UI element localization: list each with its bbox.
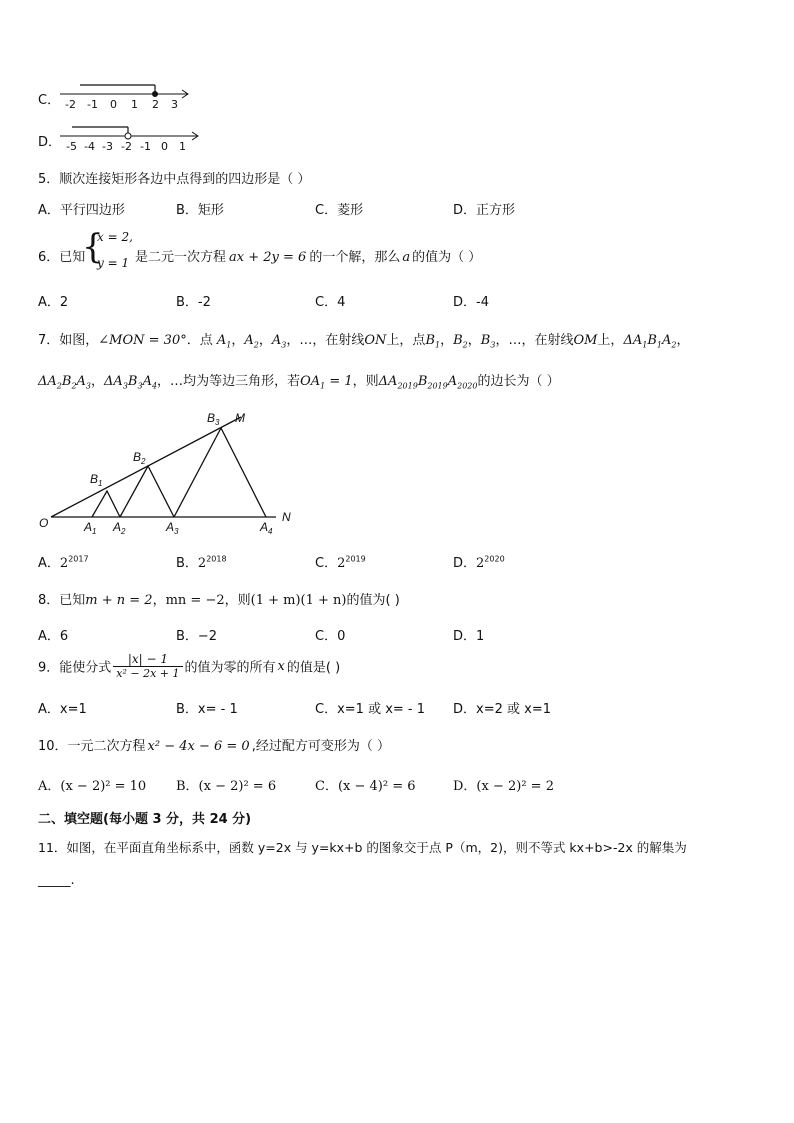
q8-stem: 8．已知m + n = 2，mn = −2，则(1 + m)(1 + n)的值为( ) [38,593,400,608]
q7-stem-line-1: 7．如图，∠MON = 30°．点 $A_1$，$A_2$，$A_3$，…，在射线ON上，点$B_1$，$B_2$，$B_3$，…，在射线OM上，$\Delta A_1B_1A_2$， [38,333,690,350]
svg-text:B1: $B_1$ [90,472,103,488]
tick-label: 0 [110,98,117,111]
svg-text:O: O [39,516,49,530]
q7-stem-line-2: $\Delta A_2B_2A_3$，$\Delta A_3B_3A_4$，…均为等边三角形，若$OA_1 = 1$，则$\Delta A_{2019}B_{2019}A_{2020}$的边长为（ ） [38,374,560,391]
svg-text:-3: -3 [102,140,113,153]
q5-option-a: A．平行四边形 [38,203,125,218]
q6-option-d: D．-4 [453,295,489,310]
q6-system-line-1: x = 2, [97,230,133,244]
svg-text:B2: $B_2$ [133,450,146,466]
svg-text:-1: -1 [140,140,151,153]
q8-option-a: A．6 [38,629,69,644]
q6-option-b: B．-2 [176,295,211,310]
q7-option-d: D．$2^{2020}$ [453,554,505,571]
tick-label: 3 [171,98,178,111]
tick-label: 1 [131,98,138,111]
q10-option-a: A．(x − 2)² = 10 [38,779,147,794]
svg-text:A2: $A_2$ [113,520,126,536]
q10-option-d: D．(x − 2)² = 2 [453,779,554,794]
svg-text:0: 0 [161,140,168,153]
q4-option-c-number-line [58,80,198,112]
tick-label: -2 [65,98,76,111]
q9-fraction: $\frac{|x| - 1}{\text{x² − 2x + 1}}$ [113,652,182,680]
svg-text:1: 1 [179,140,186,153]
q6-option-c: C．4 [315,295,346,310]
q8-option-b: B．−2 [176,629,218,644]
q6-stem-rest: 是二元一次方程 ax + 2y = 6 的一个解，那么 a 的值为（ ） [135,250,482,265]
q7-option-a: A．$2^{2017}$ [38,554,89,571]
q5-stem: 5．顺次连接矩形各边中点得到的四边形是（ ） [38,172,311,187]
tick-label: 2 [152,98,159,111]
q8-option-c: C．0 [315,629,346,644]
q5-option-c: C．菱形 [315,203,364,218]
q6-option-a: A．2 [38,295,69,310]
svg-text:A1: $A_1$ [84,520,97,536]
svg-text:M: M [235,411,245,425]
svg-text:-2: -2 [121,140,132,153]
q9-option-a: A．x=1 [38,702,87,717]
q9-option-d: D．x=2 或 x=1 [453,702,551,717]
q7-option-b: B．$2^{2018}$ [176,554,227,571]
q6-system-line-2: y = 1 [97,256,130,270]
q7-option-c: C．$2^{2019}$ [315,554,366,571]
section-heading: 二、填空题(每小题 3 分，共 24 分) [38,812,252,827]
svg-text:-4: -4 [84,140,95,153]
svg-text:-5: -5 [66,140,77,153]
svg-text:B3: $B_3$ [207,411,220,427]
q11-answer-blank: _____. [38,873,75,888]
q7-triangle-figure [36,405,306,540]
svg-text:A3: $A_3$ [166,520,179,536]
svg-text:N: N [282,510,291,524]
q9-option-b: B．x= - 1 [176,702,238,717]
q5-option-d: D．正方形 [453,203,516,218]
q4-option-d-number-line [58,122,208,154]
q8-option-d: D．1 [453,629,485,644]
q4-option-d-label: D． [38,135,62,150]
q6-stem: 6．已知 [38,250,86,265]
brace-icon: { [82,227,104,267]
q5-option-b: B．矩形 [176,203,224,218]
svg-text:A4: $A_4$ [260,520,273,536]
q10-option-c: C．(x − 4)² = 6 [315,779,416,794]
q9-stem: 9．能使分式 $\frac{|x| - 1}{\text{x² − 2x + 1}}$ 的值为零的所有 x 的值是( ) [38,652,341,680]
q11-stem: 11．如图，在平面直角坐标系中，函数 y=2x 与 y=kx+b 的图象交于点 P（m，2)，则不等式 kx+b>-2x 的解集为 [38,840,687,855]
q10-option-b: B．(x − 2)² = 6 [176,779,277,794]
tick-label: -1 [87,98,98,111]
q9-option-c: C．x=1 或 x= - 1 [315,702,426,717]
q10-stem: 10．一元二次方程 x² − 4x − 6 = 0 ,经过配方可变形为（ ） [38,739,390,754]
q4-option-c-label: C． [38,93,61,108]
